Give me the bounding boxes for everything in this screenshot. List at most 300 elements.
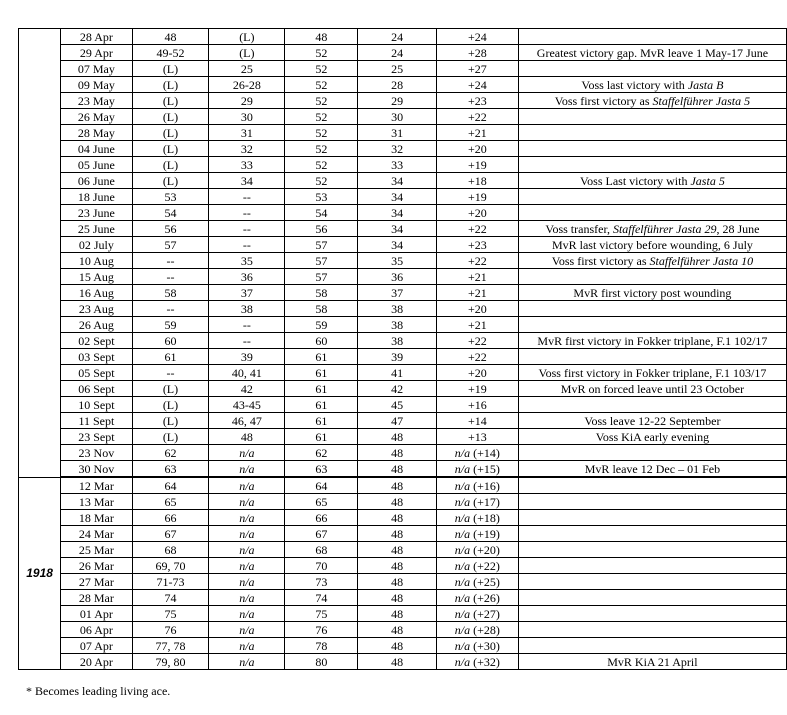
mvr-victories-cell: 62 [132, 445, 209, 461]
voss-total-cell: 31 [358, 125, 436, 141]
voss-victories-cell: 31 [209, 125, 285, 141]
mvr-victories-cell: 79, 80 [132, 654, 209, 670]
mvr-total-cell: 68 [285, 542, 358, 558]
note-cell [518, 429, 786, 445]
voss-victories-cell: n/a [209, 654, 285, 670]
year-cell-blank [19, 29, 61, 478]
table-row [19, 558, 787, 574]
mvr-victories-cell: 61 [132, 349, 209, 365]
date-cell: 04 June [61, 141, 132, 157]
mvr-total-cell: 58 [285, 301, 358, 317]
voss-victories-cell: 39 [209, 349, 285, 365]
mvr-victories-cell: (L) [132, 61, 209, 77]
voss-victories-cell: n/a [209, 638, 285, 654]
table-row [19, 510, 787, 526]
mvr-victories-cell: 66 [132, 510, 209, 526]
mvr-victories-cell: (L) [132, 157, 209, 173]
date-cell: 06 June [61, 173, 132, 189]
gap-na-text: n/a [454, 590, 471, 605]
note-text: Jasta B [687, 77, 724, 92]
mvr-total-cell: 52 [285, 77, 358, 93]
note-cell [518, 61, 786, 77]
mvr-total-cell: 61 [285, 365, 358, 381]
voss-victories-cell: n/a [209, 445, 285, 461]
date-cell: 27 Mar [61, 574, 132, 590]
mvr-victories-cell: (L) [132, 93, 209, 109]
gap-cell: n/a (+19) [436, 526, 518, 542]
gap-na-text: n/a [454, 638, 471, 653]
gap-cell: +18 [436, 173, 518, 189]
note-text: Jasta 5 [690, 173, 725, 188]
voss-total-cell: 34 [358, 173, 436, 189]
mvr-total-cell: 52 [285, 109, 358, 125]
mvr-victories-cell: 74 [132, 590, 209, 606]
voss-victories-cell: 43-45 [209, 397, 285, 413]
note-text: Staffelführer Jasta 10 [649, 253, 754, 268]
date-cell: 29 Apr [61, 45, 132, 61]
gap-cell: +22 [436, 349, 518, 365]
voss-total-cell: 48 [358, 510, 436, 526]
voss-total-cell: 30 [358, 109, 436, 125]
mvr-total-cell: 74 [285, 590, 358, 606]
victory-table-body [19, 29, 787, 670]
note-cell [518, 77, 786, 93]
gap-na-text: n/a [454, 478, 471, 493]
note-cell [518, 317, 786, 333]
date-cell: 05 June [61, 157, 132, 173]
voss-total-cell: 48 [358, 590, 436, 606]
mvr-victories-cell: 64 [132, 477, 209, 494]
voss-victories-cell: (L) [209, 45, 285, 61]
date-cell: 10 Sept [61, 397, 132, 413]
note-cell [518, 221, 786, 237]
gap-cell: +24 [436, 29, 518, 45]
note-cell [518, 574, 786, 590]
date-cell: 20 Apr [61, 654, 132, 670]
mvr-total-cell: 63 [285, 461, 358, 478]
table-row [19, 445, 787, 461]
voss-victories-cell: 36 [209, 269, 285, 285]
note-cell [518, 125, 786, 141]
voss-victories-cell: -- [209, 205, 285, 221]
gap-cell: n/a (+14) [436, 445, 518, 461]
gap-cell: +21 [436, 125, 518, 141]
mvr-total-cell: 52 [285, 125, 358, 141]
voss-total-cell: 48 [358, 654, 436, 670]
mvr-victories-cell: 68 [132, 542, 209, 558]
mvr-total-cell: 53 [285, 189, 358, 205]
table-row [19, 221, 787, 237]
mvr-victories-cell: 60 [132, 333, 209, 349]
note-cell [518, 301, 786, 317]
voss-total-cell: 48 [358, 526, 436, 542]
voss-total-cell: 48 [358, 558, 436, 574]
note-cell [518, 477, 786, 494]
mvr-victories-cell: 77, 78 [132, 638, 209, 654]
date-cell: 16 Aug [61, 285, 132, 301]
voss-total-cell: 34 [358, 221, 436, 237]
table-row [19, 349, 787, 365]
date-cell: 01 Apr [61, 606, 132, 622]
note-text: MvR leave 12 Dec – 01 Feb [584, 461, 721, 476]
gap-cell: +20 [436, 205, 518, 221]
mvr-victories-cell: (L) [132, 397, 209, 413]
gap-na-text: n/a [454, 526, 471, 541]
gap-cell: +24 [436, 77, 518, 93]
note-text: MvR last victory before wounding, 6 July [551, 237, 753, 252]
table-row [19, 494, 787, 510]
gap-cell: +20 [436, 141, 518, 157]
gap-na-text: n/a [454, 622, 471, 637]
voss-victories-cell: 40, 41 [209, 365, 285, 381]
date-cell: 06 Sept [61, 381, 132, 397]
gap-cell: +21 [436, 269, 518, 285]
voss-total-cell: 32 [358, 141, 436, 157]
table-row [19, 461, 787, 478]
date-cell: 23 June [61, 205, 132, 221]
mvr-victories-cell: 58 [132, 285, 209, 301]
note-text: Voss first victory as [554, 93, 653, 108]
mvr-victories-cell: 69, 70 [132, 558, 209, 574]
voss-victories-cell: -- [209, 221, 285, 237]
voss-victories-cell: n/a [209, 494, 285, 510]
gap-na-text: n/a [454, 542, 471, 557]
voss-total-cell: 34 [358, 205, 436, 221]
mvr-total-cell: 61 [285, 413, 358, 429]
mvr-total-cell: 52 [285, 61, 358, 77]
gap-na-text: n/a [454, 510, 471, 525]
mvr-victories-cell: 57 [132, 237, 209, 253]
mvr-total-cell: 58 [285, 285, 358, 301]
voss-total-cell: 36 [358, 269, 436, 285]
date-cell: 26 May [61, 109, 132, 125]
voss-total-cell: 48 [358, 477, 436, 494]
note-text: Voss leave 12-22 September [584, 413, 721, 428]
voss-victories-cell: 35 [209, 253, 285, 269]
date-cell: 23 Nov [61, 445, 132, 461]
note-text: MvR first victory post wounding [573, 285, 732, 300]
note-text: Voss first victory in Fokker triplane, F.1 103/17 [538, 365, 767, 380]
voss-victories-cell: 34 [209, 173, 285, 189]
gap-cell: n/a (+15) [436, 461, 518, 478]
voss-victories-cell: n/a [209, 590, 285, 606]
table-row [19, 606, 787, 622]
mvr-total-cell: 66 [285, 510, 358, 526]
note-cell [518, 638, 786, 654]
mvr-victories-cell: 67 [132, 526, 209, 542]
note-cell [518, 109, 786, 125]
voss-victories-cell: -- [209, 333, 285, 349]
date-cell: 23 Sept [61, 429, 132, 445]
mvr-total-cell: 78 [285, 638, 358, 654]
gap-cell: +13 [436, 429, 518, 445]
voss-victories-cell: n/a [209, 606, 285, 622]
note-cell [518, 445, 786, 461]
mvr-victories-cell: -- [132, 269, 209, 285]
voss-victories-cell: 33 [209, 157, 285, 173]
date-cell: 02 Sept [61, 333, 132, 349]
voss-victories-cell: n/a [209, 558, 285, 574]
mvr-total-cell: 61 [285, 349, 358, 365]
note-cell [518, 285, 786, 301]
table-row [19, 365, 787, 381]
table-row [19, 157, 787, 173]
voss-total-cell: 25 [358, 61, 436, 77]
date-cell: 06 Apr [61, 622, 132, 638]
gap-na-text: n/a [454, 461, 471, 476]
footnote: * Becomes leading living ace. [26, 684, 171, 698]
voss-total-cell: 39 [358, 349, 436, 365]
voss-total-cell: 42 [358, 381, 436, 397]
voss-victories-cell: n/a [209, 574, 285, 590]
date-cell: 18 June [61, 189, 132, 205]
gap-na-text: n/a [454, 606, 471, 621]
mvr-total-cell: 56 [285, 221, 358, 237]
table-row [19, 29, 787, 45]
table-row [19, 61, 787, 77]
date-cell: 02 July [61, 237, 132, 253]
gap-cell: n/a (+20) [436, 542, 518, 558]
table-row [19, 109, 787, 125]
voss-total-cell: 24 [358, 45, 436, 61]
mvr-total-cell: 57 [285, 253, 358, 269]
mvr-victories-cell: 59 [132, 317, 209, 333]
mvr-total-cell: 65 [285, 494, 358, 510]
note-cell [518, 205, 786, 221]
gap-cell: n/a (+27) [436, 606, 518, 622]
table-row [19, 317, 787, 333]
table-row [19, 125, 787, 141]
gap-cell: +19 [436, 189, 518, 205]
mvr-victories-cell: (L) [132, 381, 209, 397]
gap-cell: +22 [436, 333, 518, 349]
note-cell [518, 173, 786, 189]
gap-na-text: n/a [454, 494, 471, 509]
gap-cell: +23 [436, 237, 518, 253]
mvr-victories-cell: 71-73 [132, 574, 209, 590]
voss-victories-cell: 30 [209, 109, 285, 125]
gap-cell: +21 [436, 317, 518, 333]
note-cell [518, 413, 786, 429]
mvr-total-cell: 52 [285, 157, 358, 173]
mvr-total-cell: 76 [285, 622, 358, 638]
note-cell [518, 558, 786, 574]
note-cell [518, 622, 786, 638]
mvr-victories-cell: (L) [132, 429, 209, 445]
mvr-victories-cell: (L) [132, 413, 209, 429]
mvr-total-cell: 60 [285, 333, 358, 349]
table-row [19, 590, 787, 606]
table-row [19, 77, 787, 93]
gap-na-text: n/a [454, 558, 471, 573]
voss-victories-cell: 26-28 [209, 77, 285, 93]
note-cell [518, 542, 786, 558]
note-text: Staffelführer Jasta 29 [612, 221, 717, 236]
mvr-victories-cell: 53 [132, 189, 209, 205]
voss-victories-cell: n/a [209, 622, 285, 638]
table-row [19, 429, 787, 445]
gap-na-text: n/a [454, 445, 471, 460]
table-row [19, 269, 787, 285]
date-cell: 13 Mar [61, 494, 132, 510]
table-row [19, 205, 787, 221]
mvr-total-cell: 80 [285, 654, 358, 670]
gap-na-text: n/a [454, 654, 471, 669]
voss-total-cell: 38 [358, 301, 436, 317]
table-row [19, 253, 787, 269]
gap-cell: n/a (+25) [436, 574, 518, 590]
voss-total-cell: 24 [358, 29, 436, 45]
mvr-victories-cell: 48 [132, 29, 209, 45]
voss-total-cell: 29 [358, 93, 436, 109]
year-label: 1918 [19, 477, 61, 670]
mvr-total-cell: 75 [285, 606, 358, 622]
note-cell [518, 93, 786, 109]
gap-cell: +20 [436, 365, 518, 381]
voss-total-cell: 48 [358, 542, 436, 558]
voss-total-cell: 48 [358, 461, 436, 478]
date-cell: 23 Aug [61, 301, 132, 317]
voss-total-cell: 48 [358, 574, 436, 590]
mvr-total-cell: 52 [285, 141, 358, 157]
note-text: MvR KiA 21 April [607, 654, 698, 669]
table-row [19, 141, 787, 157]
voss-total-cell: 38 [358, 317, 436, 333]
voss-total-cell: 38 [358, 333, 436, 349]
voss-victories-cell: 42 [209, 381, 285, 397]
table-row [19, 397, 787, 413]
note-cell [518, 397, 786, 413]
voss-total-cell: 47 [358, 413, 436, 429]
mvr-victories-cell: 75 [132, 606, 209, 622]
gap-cell: n/a (+28) [436, 622, 518, 638]
mvr-victories-cell: (L) [132, 173, 209, 189]
note-text: MvR first victory in Fokker triplane, F.1 102/17 [537, 333, 768, 348]
voss-victories-cell: 48 [209, 429, 285, 445]
table-row [19, 333, 787, 349]
voss-total-cell: 48 [358, 606, 436, 622]
note-cell [518, 189, 786, 205]
table-row [19, 654, 787, 670]
mvr-total-cell: 73 [285, 574, 358, 590]
voss-victories-cell: (L) [209, 29, 285, 45]
gap-cell: n/a (+16) [436, 477, 518, 494]
date-cell: 28 May [61, 125, 132, 141]
table-row [19, 45, 787, 61]
date-cell: 09 May [61, 77, 132, 93]
mvr-victories-cell: -- [132, 365, 209, 381]
date-cell: 28 Apr [61, 29, 132, 45]
mvr-victories-cell: (L) [132, 125, 209, 141]
voss-total-cell: 48 [358, 429, 436, 445]
note-cell [518, 606, 786, 622]
voss-total-cell: 33 [358, 157, 436, 173]
date-cell: 26 Mar [61, 558, 132, 574]
mvr-victories-cell: 65 [132, 494, 209, 510]
mvr-total-cell: 52 [285, 173, 358, 189]
table-row [19, 381, 787, 397]
voss-victories-cell: 38 [209, 301, 285, 317]
mvr-total-cell: 70 [285, 558, 358, 574]
voss-total-cell: 45 [358, 397, 436, 413]
voss-victories-cell: n/a [209, 542, 285, 558]
mvr-total-cell: 67 [285, 526, 358, 542]
gap-cell: +19 [436, 381, 518, 397]
gap-cell: n/a (+30) [436, 638, 518, 654]
note-cell [518, 349, 786, 365]
mvr-victories-cell: 63 [132, 461, 209, 478]
voss-total-cell: 48 [358, 494, 436, 510]
voss-victories-cell: n/a [209, 461, 285, 478]
mvr-victories-cell: 76 [132, 622, 209, 638]
voss-victories-cell: -- [209, 317, 285, 333]
gap-cell: n/a (+17) [436, 494, 518, 510]
voss-victories-cell: n/a [209, 510, 285, 526]
date-cell: 25 Mar [61, 542, 132, 558]
date-cell: 03 Sept [61, 349, 132, 365]
table-row [19, 542, 787, 558]
note-cell [518, 141, 786, 157]
note-text: , 28 June [716, 221, 760, 236]
note-cell [518, 333, 786, 349]
table-row [19, 301, 787, 317]
gap-cell: +22 [436, 109, 518, 125]
mvr-victories-cell: 56 [132, 221, 209, 237]
note-cell [518, 494, 786, 510]
date-cell: 18 Mar [61, 510, 132, 526]
note-text: Voss KiA early evening [595, 429, 710, 444]
gap-cell: +14 [436, 413, 518, 429]
gap-cell: n/a (+32) [436, 654, 518, 670]
mvr-total-cell: 61 [285, 429, 358, 445]
table-row [19, 285, 787, 301]
note-text: Voss Last victory with [580, 173, 691, 188]
gap-cell: +22 [436, 221, 518, 237]
voss-victories-cell: 32 [209, 141, 285, 157]
voss-total-cell: 41 [358, 365, 436, 381]
voss-total-cell: 48 [358, 445, 436, 461]
date-cell: 30 Nov [61, 461, 132, 478]
note-text: Staffelführer Jasta 5 [652, 93, 751, 108]
note-cell [518, 510, 786, 526]
note-text: Greatest victory gap. MvR leave 1 May-17 June [536, 45, 769, 60]
date-cell: 10 Aug [61, 253, 132, 269]
voss-total-cell: 34 [358, 189, 436, 205]
mvr-total-cell: 48 [285, 29, 358, 45]
date-cell: 07 May [61, 61, 132, 77]
voss-total-cell: 48 [358, 622, 436, 638]
gap-cell: +28 [436, 45, 518, 61]
victory-table [18, 28, 787, 670]
note-cell [518, 461, 786, 478]
mvr-total-cell: 64 [285, 477, 358, 494]
voss-total-cell: 28 [358, 77, 436, 93]
mvr-total-cell: 54 [285, 205, 358, 221]
voss-victories-cell: n/a [209, 477, 285, 494]
voss-victories-cell: 25 [209, 61, 285, 77]
gap-cell: +20 [436, 301, 518, 317]
table-row [19, 638, 787, 654]
table-row [19, 173, 787, 189]
note-cell [518, 45, 786, 61]
mvr-total-cell: 52 [285, 93, 358, 109]
table-row [19, 526, 787, 542]
date-cell: 24 Mar [61, 526, 132, 542]
mvr-total-cell: 61 [285, 397, 358, 413]
note-cell [518, 590, 786, 606]
table-row [19, 413, 787, 429]
voss-victories-cell: -- [209, 189, 285, 205]
